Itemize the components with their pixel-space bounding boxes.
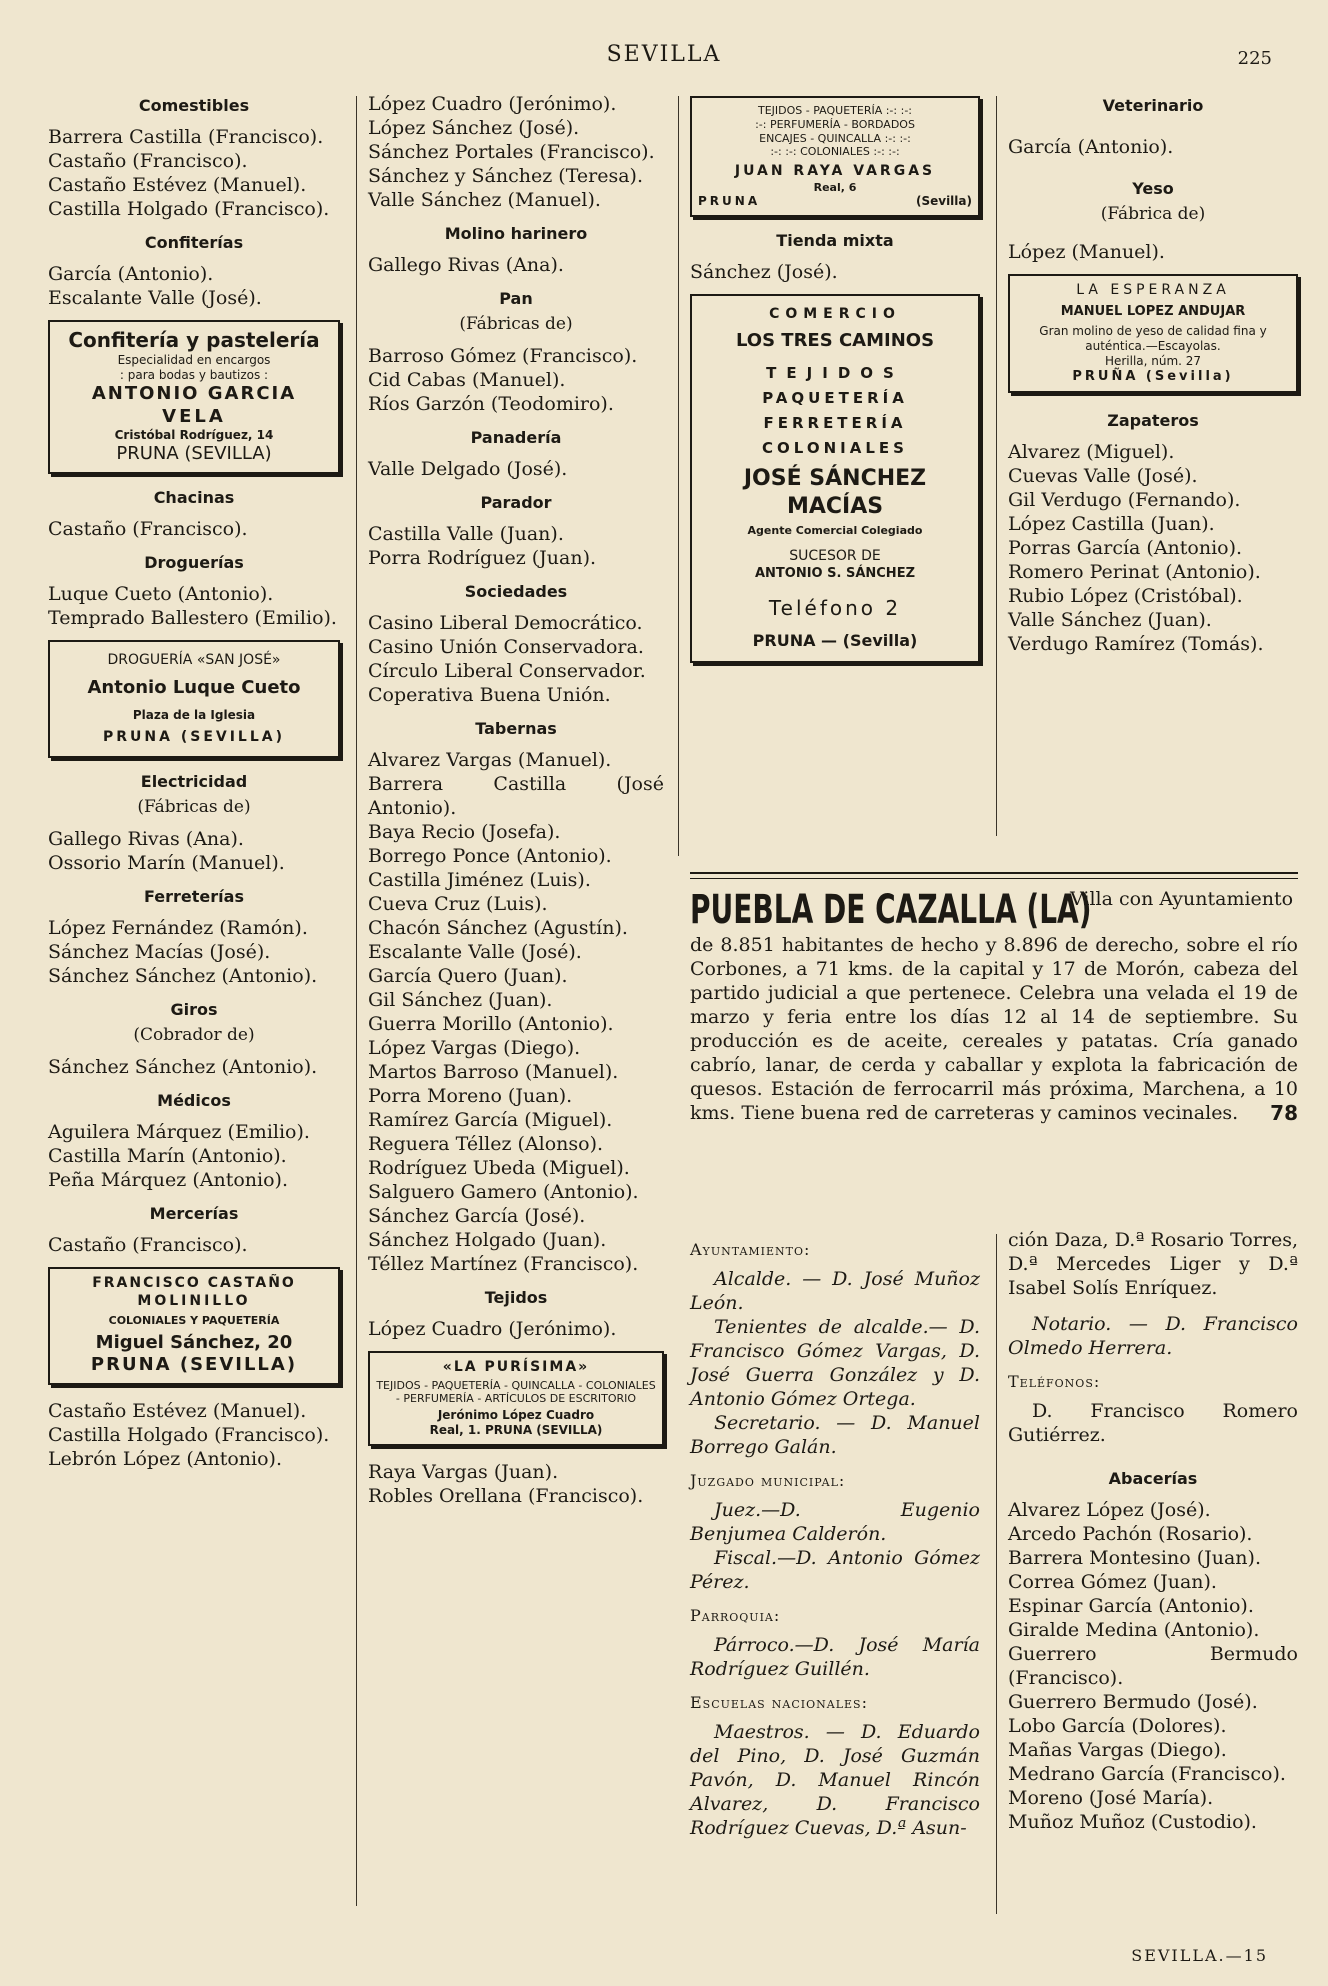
ad-line: COLONIALES Y PAQUETERÍA (108, 1314, 280, 1327)
list-item: Sánchez Portales (Francisco). (368, 141, 655, 163)
list-item: Valle Delgado (José). (368, 458, 568, 480)
list-item: Cueva Cruz (Luis). (368, 893, 548, 915)
list-item: Sánchez Holgado (Juan). (368, 1229, 607, 1251)
list-item: Castaño (Francisco). (48, 1234, 248, 1256)
list-item: Alvarez Vargas (Manuel). (368, 749, 612, 771)
section-title-ferreterias: Ferreterías (144, 887, 244, 906)
list-item: Chacón Sánchez (Agustín). (368, 917, 628, 939)
ad-line: : para bodas y bautizos : (119, 368, 269, 382)
list-item: Robles Orellana (Francisco). (368, 1485, 644, 1507)
column-1 (48, 92, 340, 1471)
list-item: López Sánchez (José). (368, 117, 580, 139)
list-item: López Vargas (Diego). (368, 1037, 581, 1059)
list-item: Gil Verdugo (Fernando). (1008, 489, 1241, 511)
ad-line: Especialidad en encargos (117, 353, 271, 367)
section-title-panaderia: Panadería (470, 428, 562, 447)
list-item: Lebrón López (Antonio). (48, 1447, 282, 1470)
list-item: Sánchez Macías (José). (48, 941, 271, 963)
list-item: Guerra Morillo (Antonio). (368, 1013, 614, 1035)
ad-line: COLONIALES (762, 438, 908, 457)
list-item: Barrera Montesino (Juan). (1008, 1547, 1261, 1569)
list-item: Moreno (José María). (1008, 1787, 1214, 1809)
column-rule (356, 96, 357, 1906)
official-entry: Juez.—D. Eugenio Benjumea Calderón. (690, 1499, 980, 1545)
ad-line: JUAN RAYA VARGAS (734, 163, 936, 179)
list-item: Luque Cueto (Antonio). (48, 582, 274, 605)
list-item: Barroso Gómez (Francisco). (368, 345, 638, 367)
official-entry: Secretario. — D. Manuel Borrego Galán. (690, 1412, 980, 1458)
ad-line: Jerónimo López Cuadro (437, 1408, 595, 1422)
section-title-molino: Molino harinero (444, 224, 588, 243)
list-item: Lobo García (Dolores). (1008, 1715, 1227, 1737)
ad-line: PRUNA (SEVILLA) (103, 728, 285, 745)
list-item: Castilla Valle (Juan). (368, 523, 564, 545)
list-item: Ríos Garzón (Teodomiro). (368, 393, 614, 415)
section-title-abacerias: Abacerías (1108, 1469, 1198, 1488)
list-item: Gil Sánchez (Juan). (368, 989, 553, 1011)
ad-line: Gran molino de yeso de calidad fina y auténtica.—Escayolas. (1039, 323, 1267, 353)
list-item: Alvarez López (José). (1008, 1499, 1211, 1521)
official-entry: Alcalde. — D. José Muñoz León. (690, 1268, 980, 1314)
list-item: Castaño Estévez (Manuel). (48, 174, 307, 196)
list-item: Guerrero Bermudo (Francisco). (1008, 1643, 1298, 1689)
town-intro: Villa con Ayuntamiento (1070, 888, 1294, 910)
section-title-sociedades: Sociedades (464, 582, 568, 601)
list-item: Valle Sánchez (Manuel). (368, 189, 601, 211)
section-title-parador: Parador (480, 493, 552, 512)
ad-line: Real, 1. PRUNA (SEVILLA) (429, 1423, 603, 1437)
column-3 (690, 92, 980, 677)
ad-line: Teléfono 2 (768, 595, 902, 620)
list-item: Escalante Valle (José). (368, 941, 582, 963)
list-item: Temprado Ballestero (Emilio). (48, 606, 337, 629)
officials-heading: Teléfonos: (1008, 1372, 1101, 1391)
list-item: Medrano García (Francisco). (1008, 1763, 1286, 1785)
ad-line: PRUNA — (Sevilla) (752, 630, 918, 650)
list-item: Baya Recio (Josefa). (368, 821, 561, 843)
ad-line: LOS TRES CAMINOS (735, 329, 935, 351)
list-item: García Quero (Juan). (368, 965, 568, 987)
section-title-veterinario: Veterinario (1102, 96, 1204, 115)
list-item: Arcedo Pachón (Rosario). (1008, 1523, 1253, 1545)
list-item: Escalante Valle (José). (48, 287, 262, 309)
ad-line: MANUEL LOPEZ ANDUJAR (1060, 303, 1246, 319)
list-item: Verdugo Ramírez (Tomás). (1008, 633, 1264, 655)
list-item: Barrera Castilla (José Antonio). (368, 773, 664, 819)
list-item: Castilla Marín (Antonio). (48, 1145, 287, 1167)
official-entry: Maestros. — D. Eduardo del Pino, D. José Guzmán Pavón, D. Manuel Rincón Alvarez, D. Francisco Rodríguez Cuevas, D.ª Asun- (690, 1721, 980, 1839)
list-item: Romero Perinat (Antonio). (1008, 561, 1261, 583)
list-item: Sánchez (José). (690, 261, 838, 284)
list-item: López Cuadro (Jerónimo). (368, 1318, 617, 1340)
list-item: Castilla Holgado (Francisco). (48, 1423, 330, 1446)
ad-line: Miguel Sánchez, 20 (95, 1331, 293, 1353)
list-item: Giralde Medina (Antonio). (1008, 1619, 1260, 1641)
list-item: Gallego Rivas (Ana). (48, 828, 244, 850)
section-title-medicos: Médicos (157, 1091, 231, 1110)
list-item: López Fernández (Ramón). (48, 917, 308, 939)
ad-line: Real, 6 (813, 180, 857, 194)
ad-confiteria (48, 320, 340, 474)
section-title-confiterias: Confiterías (144, 233, 244, 252)
list-comestibles (48, 125, 340, 221)
section-title-zapateros: Zapateros (1107, 411, 1199, 430)
ad-comercio (690, 294, 980, 663)
ad-line: :-: :-: COLONIALES :-: :-: (770, 145, 900, 159)
section-subtitle: (Cobrador de) (133, 1025, 255, 1045)
list-item: Castaño (Francisco). (48, 517, 248, 540)
ad-line: ENCAJES - QUINCALLA :-: :-: (759, 131, 911, 145)
section-title-tabernas: Tabernas (475, 719, 557, 738)
ad-purisima (368, 1351, 664, 1446)
section-title-pan: Pan (499, 289, 533, 308)
ad-line: TEJIDOS (766, 364, 904, 383)
ad-line: Cristóbal Rodríguez, 14 (114, 428, 274, 442)
section-title-chacinas: Chacinas (153, 487, 235, 507)
list-item: Téllez Martínez (Francisco). (368, 1253, 639, 1275)
officials-heading: Juzgado municipal: (690, 1471, 846, 1490)
ad-merceria (48, 1267, 340, 1385)
town-name: PUEBLA DE CAZALLA (LA) (690, 887, 1092, 933)
list-item: Cuevas Valle (José). (1008, 465, 1198, 487)
list-item: García (Antonio). (48, 263, 214, 285)
list-item: Alvarez (Miguel). (1008, 441, 1175, 463)
column-rule (996, 96, 997, 836)
town-heading (690, 887, 1298, 933)
ad-line: ANTONIO GARCIA (91, 383, 297, 404)
ad-line: PRUNA (SEVILLA) (116, 443, 272, 464)
official-entry: Tenientes de alcalde.— D. Francisco Gómez Vargas, D. José Guerra González y D. Antonio Gómez Ortega. (690, 1316, 980, 1410)
ad-line: MOLINILLO (137, 1292, 251, 1309)
list-item: Sánchez y Sánchez (Teresa). (368, 165, 643, 187)
ad-line: :-: PERFUMERÍA - BORDADOS (755, 117, 915, 131)
list-item: Martos Barroso (Manuel). (368, 1061, 619, 1083)
list-item: Aguilera Márquez (Emilio). (48, 1121, 310, 1143)
list-item: Porras García (Antonio). (1008, 537, 1243, 559)
ad-line: «LA PURÍSIMA» (442, 1359, 590, 1375)
list-item: Peña Márquez (Antonio). (48, 1169, 288, 1191)
list-item: Ramírez García (Miguel). (368, 1109, 613, 1131)
ad-line: Agente Comercial Colegiado (747, 524, 923, 538)
list-item: López Cuadro (Jerónimo). (368, 93, 617, 115)
ad-line: Confitería y pastelería (68, 328, 320, 352)
column-rule (678, 96, 679, 856)
list-item: Rodríguez Ubeda (Miguel). (368, 1157, 630, 1179)
list-item: Muñoz Muñoz (Custodio). (1008, 1811, 1257, 1833)
ad-line: (Sevilla) (915, 194, 972, 209)
section-title-comestibles: Comestibles (138, 96, 250, 115)
town-description (690, 933, 1298, 1125)
list-item: Sánchez Sánchez (Antonio). (48, 1056, 318, 1078)
list-item: Ossorio Marín (Manuel). (48, 852, 285, 874)
list-item: Castilla Holgado (Francisco). (48, 198, 330, 220)
ad-line: Plaza de la Iglesia (132, 707, 256, 722)
officials-heading: Ayuntamiento: (690, 1240, 811, 1259)
page-header: SEVILLA (606, 42, 722, 67)
list-item: Castaño (Francisco). (48, 150, 248, 172)
ad-line: FERRETERÍA (763, 413, 907, 432)
ad-line: PRUNA (SEVILLA) (90, 1354, 298, 1376)
list-item: Castaño Estévez (Manuel). (48, 1399, 307, 1422)
list-item: Barrera Castilla (Francisco). (48, 126, 324, 148)
officials-heading: Parroquia: (690, 1606, 781, 1625)
official-entry: Fiscal.—D. Antonio Gómez Pérez. (690, 1547, 980, 1593)
list-tabernas (368, 748, 664, 1276)
ad-line (698, 194, 972, 209)
section-title-tienda: Tienda mixta (776, 231, 894, 251)
official-entry: Párroco.—D. José María Rodríguez Guillén. (690, 1634, 980, 1680)
list-item: Gallego Rivas (Ana). (368, 254, 564, 276)
list-item: Sánchez García (José). (368, 1205, 586, 1227)
list-item: Casino Unión Conservadora. (368, 636, 644, 658)
column-rule (996, 1234, 997, 1914)
ad-line: PRUÑA (Sevilla) (1072, 368, 1234, 384)
ad-line: FRANCISCO CASTAÑO (92, 1275, 296, 1291)
list-item: Salguero Gamero (Antonio). (368, 1181, 639, 1203)
list-item: Correa Gómez (Juan). (1008, 1571, 1217, 1593)
column-2 (368, 92, 664, 1508)
section-subtitle: (Fábricas de) (137, 797, 251, 817)
town-officials (690, 1228, 980, 1840)
section-subtitle: (Fábrica de) (1100, 204, 1206, 224)
ad-line: ANTONIO S. SÁNCHEZ (754, 565, 915, 581)
list-item: García (Antonio). (1008, 136, 1174, 158)
list-item: Guerrero Bermudo (José). (1008, 1691, 1258, 1713)
ad-line: PAQUETERÍA (762, 389, 908, 407)
ad-line: TEJIDOS - PAQUETERÍA - QUINCALLA - COLONIALES - PERFUMERÍA - ARTÍCULOS DE ESCRITORIO (376, 1378, 656, 1406)
official-entry: ción Daza, D.ª Rosario Torres, D.ª Mercedes Liger y D.ª Isabel Solís Enríquez. (1008, 1229, 1298, 1299)
ad-esperanza (1008, 274, 1298, 393)
town-officials-cont (1008, 1228, 1298, 1834)
town-article (690, 872, 1298, 1125)
list-item: Castilla Jiménez (Luis). (368, 869, 591, 891)
official-entry: Notario. — D. Francisco Olmedo Herrera. (1008, 1313, 1298, 1359)
list-item: López Castilla (Juan). (1008, 513, 1215, 535)
ad-line: VELA (162, 405, 226, 427)
list-item: Rubio López (Cristóbal). (1008, 585, 1243, 607)
ad-drogueria (48, 640, 340, 759)
ad-line: JOSÉ SÁNCHEZ MACÍAS (743, 466, 927, 519)
list-item: Espinar García (Antonio). (1008, 1595, 1254, 1617)
list-item: Valle Sánchez (Juan). (1008, 609, 1212, 631)
ad-line: COMERCIO (769, 306, 901, 323)
section-subtitle: (Fábricas de) (459, 314, 573, 334)
list-item: Porra Moreno (Juan). (368, 1085, 573, 1107)
list-item: Raya Vargas (Juan). (368, 1461, 559, 1483)
list-item: Reguera Téllez (Alonso). (368, 1133, 604, 1155)
list-item: Coperativa Buena Unión. (368, 684, 611, 706)
ad-line: Herilla, núm. 27 (1104, 353, 1202, 368)
column-4 (1008, 92, 1298, 656)
ad-line: DROGUERÍA «SAN JOSÉ» (107, 651, 281, 668)
section-title-electricidad: Electricidad (140, 772, 248, 791)
list-item: Mañas Vargas (Diego). (1008, 1739, 1227, 1761)
section-divider (690, 872, 1298, 879)
list-item: Porra Rodríguez (Juan). (368, 547, 597, 569)
ad-line: PRUNA (698, 194, 761, 209)
page-footer: SEVILLA.—15 (1131, 1946, 1268, 1965)
town-description-text: de 8.851 habitantes de hecho y 8.896 de derecho, sobre el río Corbones, a 71 kms. de la capital y 17 de Morón, cabeza del partido judicial a que pertenece. Celebra una velada el 19 de marzo y feria entre los días 12 al 14 de septiembre. Su producción es de aceite, cereales y patatas. Cría ganado cabrío, lanar, de cerda y caballar y explota la fabricación de quesos. Estación de ferrocarril más próxima, Marchena, a 10 kms. Tiene buena red de carreteras y caminos vecinales. (690, 934, 1298, 1124)
ad-line: TEJIDOS - PAQUETERÍA :-: :-: (758, 104, 912, 117)
section-title-yeso: Yeso (1132, 179, 1174, 198)
section-title-giros: Giros (170, 1000, 218, 1019)
officials-heading: Escuelas nacionales: (690, 1693, 868, 1712)
list-item: Círculo Liberal Conservador. (368, 660, 646, 682)
ad-line: SUCESOR DE (789, 548, 881, 564)
official-entry: D. Francisco Romero Gutiérrez. (1008, 1400, 1298, 1446)
ad-line: LA ESPERANZA (1076, 282, 1230, 298)
list-item: Borrego Ponce (Antonio). (368, 845, 612, 867)
page-number: 225 (1237, 48, 1272, 69)
section-title-droguerias: Droguerías (144, 552, 244, 572)
section-title-tejidos: Tejidos (484, 1288, 548, 1307)
list-item: Sánchez Sánchez (Antonio). (48, 965, 318, 987)
town-marker: 78 (1270, 1101, 1298, 1125)
list-item: Cid Cabas (Manuel). (368, 369, 566, 391)
list-item: López (Manuel). (1008, 241, 1165, 263)
ad-raya-vargas (690, 96, 980, 217)
ad-line: Antonio Luque Cueto (87, 677, 301, 698)
list-item: Casino Liberal Democrático. (368, 612, 643, 634)
section-title-mercerias: Mercerías (149, 1204, 239, 1223)
